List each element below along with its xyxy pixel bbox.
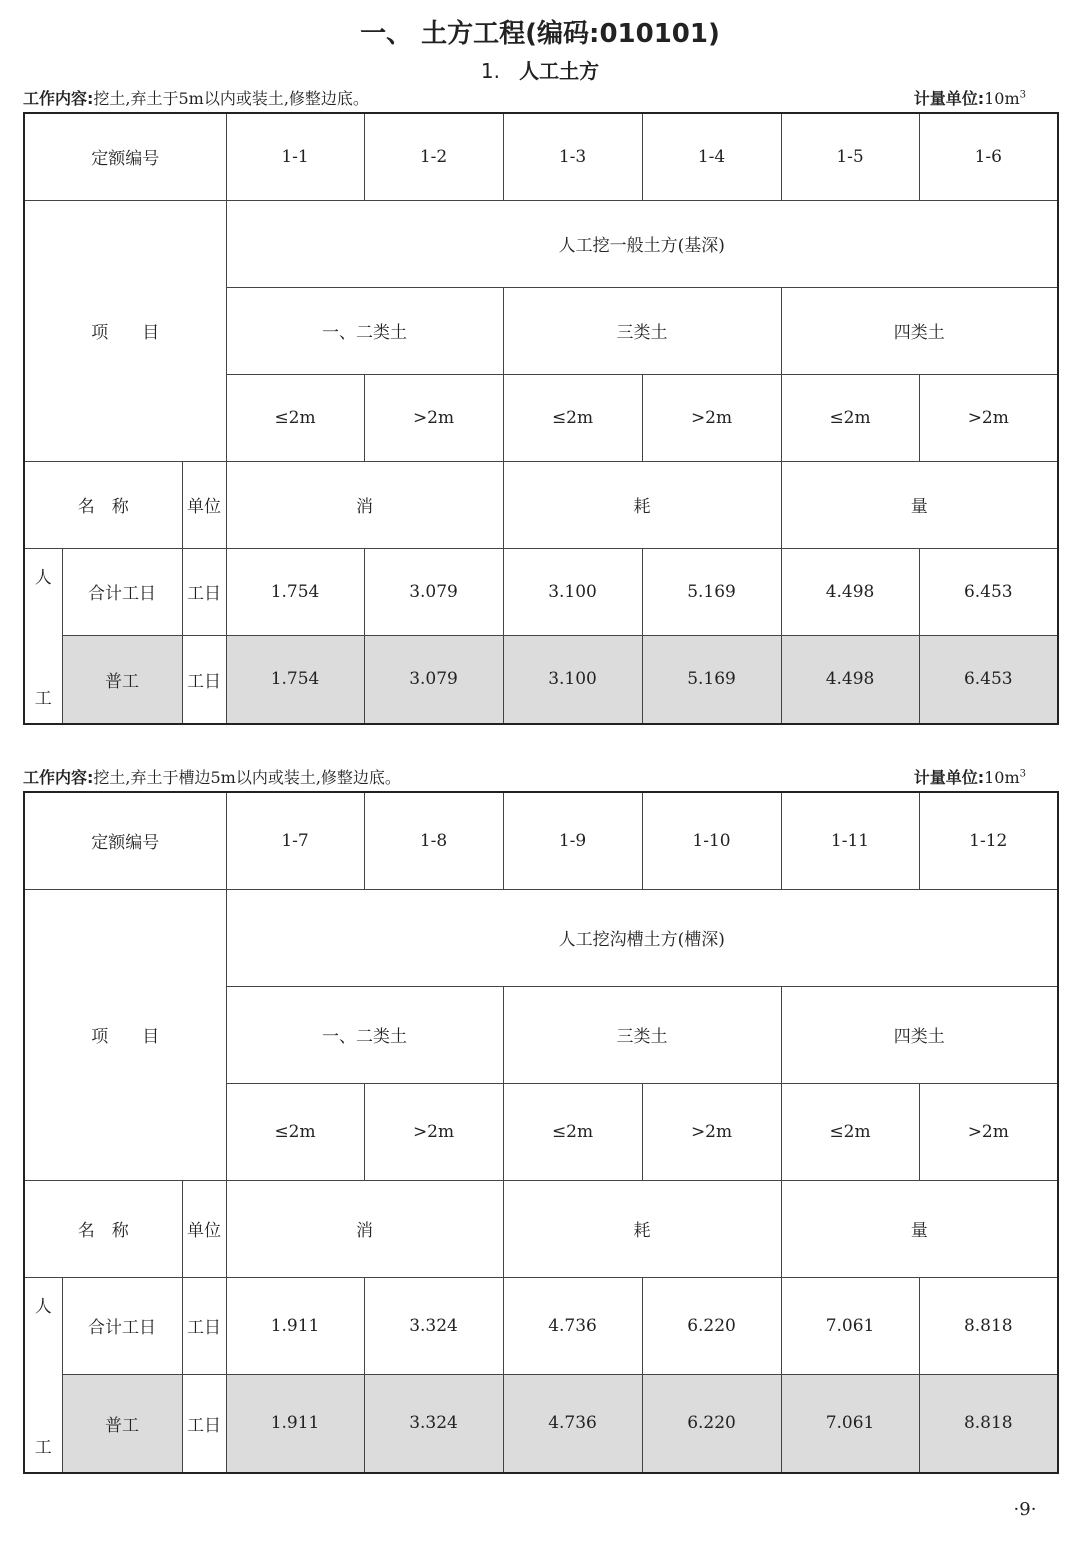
code-cell: 1-7 xyxy=(226,792,364,889)
name-header: 名 称 xyxy=(24,1180,182,1277)
depth-cell: >2m xyxy=(919,1083,1058,1180)
consumption-char: 量 xyxy=(781,461,1058,548)
code-cell: 1-10 xyxy=(642,792,781,889)
work-content-line-2 xyxy=(23,767,1026,789)
depth-cell: ≤2m xyxy=(503,1083,642,1180)
value-cell: 3.324 xyxy=(364,1277,503,1375)
value-cell: 6.220 xyxy=(642,1277,781,1375)
value-cell: 3.100 xyxy=(503,548,642,636)
item-header: 项 目 xyxy=(24,889,226,1180)
depth-cell: ≤2m xyxy=(503,374,642,461)
code-cell: 1-6 xyxy=(919,113,1058,200)
value-cell: 4.498 xyxy=(781,548,919,636)
depth-cell: >2m xyxy=(919,374,1058,461)
unit-header: 单位 xyxy=(182,461,226,548)
depth-cell: ≤2m xyxy=(226,1083,364,1180)
value-cell: 1.754 xyxy=(226,548,364,636)
code-header: 定额编号 xyxy=(24,792,226,889)
consumption-char: 量 xyxy=(781,1180,1058,1277)
code-cell: 1-3 xyxy=(503,113,642,200)
unit-header: 单位 xyxy=(182,1180,226,1277)
value-cell: 7.061 xyxy=(781,1375,919,1473)
value-cell: 4.736 xyxy=(503,1375,642,1473)
measure-unit xyxy=(914,88,1026,110)
row-unit: 工日 xyxy=(182,548,226,636)
work-content-label: 工作内容: xyxy=(23,89,94,108)
consumption-char: 消 xyxy=(226,461,503,548)
row-name: 普工 xyxy=(62,1375,182,1473)
depth-cell: >2m xyxy=(642,374,781,461)
depth-cell: >2m xyxy=(642,1083,781,1180)
page-number: ·9· xyxy=(1013,1499,1037,1520)
code-cell: 1-8 xyxy=(364,792,503,889)
measure-unit-label: 计量单位: xyxy=(913,768,985,787)
labor-group-label: 人 工 xyxy=(24,1277,62,1473)
subtitle-text: 人工土方 xyxy=(519,59,600,83)
consumption-char: 消 xyxy=(226,1180,503,1277)
page-title: 一、 土方工程(编码:010101) xyxy=(360,19,720,49)
depth-cell: >2m xyxy=(364,1083,503,1180)
code-cell: 1-2 xyxy=(364,113,503,200)
measure-unit-sup: 3 xyxy=(1019,89,1026,101)
work-content-text: 挖土,弃土于槽边5m以内或装土,修整边底。 xyxy=(93,768,401,787)
code-header: 定额编号 xyxy=(24,113,226,200)
consumption-char: 耗 xyxy=(503,461,781,548)
row-unit: 工日 xyxy=(182,1375,226,1473)
code-cell: 1-5 xyxy=(781,113,919,200)
soil-type: 四类土 xyxy=(781,986,1058,1083)
quota-table-2 xyxy=(23,791,1059,1474)
name-header: 名 称 xyxy=(24,461,182,548)
value-cell: 8.818 xyxy=(919,1375,1058,1473)
labor-group-label: 人 工 xyxy=(24,548,62,724)
value-cell: 1.754 xyxy=(226,636,364,724)
work-content-text: 挖土,弃土于5m以内或装土,修整边底。 xyxy=(93,89,369,108)
measure-unit-sup: 3 xyxy=(1019,768,1026,780)
value-cell: 4.736 xyxy=(503,1277,642,1375)
row-name: 合计工日 xyxy=(62,1277,182,1375)
item-title: 人工挖一般土方(基深) xyxy=(226,200,1058,287)
code-cell: 1-1 xyxy=(226,113,364,200)
item-title: 人工挖沟槽土方(槽深) xyxy=(226,889,1058,986)
soil-type: 三类土 xyxy=(503,287,781,374)
row-unit: 工日 xyxy=(182,636,226,724)
item-header: 项 目 xyxy=(24,200,226,461)
value-cell: 3.100 xyxy=(503,636,642,724)
value-cell: 1.911 xyxy=(226,1277,364,1375)
measure-unit-value: 10m xyxy=(984,768,1020,787)
consumption-char: 耗 xyxy=(503,1180,781,1277)
value-cell: 5.169 xyxy=(642,636,781,724)
value-cell: 8.818 xyxy=(919,1277,1058,1375)
depth-cell: ≤2m xyxy=(226,374,364,461)
value-cell: 3.079 xyxy=(364,548,503,636)
quota-table-1 xyxy=(23,112,1059,725)
value-cell: 3.079 xyxy=(364,636,503,724)
value-cell: 6.453 xyxy=(919,636,1058,724)
row-name: 普工 xyxy=(62,636,182,724)
code-cell: 1-9 xyxy=(503,792,642,889)
value-cell: 7.061 xyxy=(781,1277,919,1375)
work-content-line-1 xyxy=(23,88,1026,110)
code-cell: 1-11 xyxy=(781,792,919,889)
work-content-label: 工作内容: xyxy=(23,768,94,787)
depth-cell: >2m xyxy=(364,374,503,461)
depth-cell: ≤2m xyxy=(781,1083,919,1180)
code-cell: 1-12 xyxy=(919,792,1058,889)
value-cell: 6.220 xyxy=(642,1375,781,1473)
measure-unit-value: 10m xyxy=(984,89,1020,108)
value-cell: 1.911 xyxy=(226,1375,364,1473)
subtitle-number: 1. xyxy=(480,59,500,83)
value-cell: 3.324 xyxy=(364,1375,503,1473)
soil-type: 一、二类土 xyxy=(226,287,503,374)
measure-unit-label: 计量单位: xyxy=(913,89,985,108)
row-name: 合计工日 xyxy=(62,548,182,636)
row-unit: 工日 xyxy=(182,1277,226,1375)
soil-type: 一、二类土 xyxy=(226,986,503,1083)
value-cell: 6.453 xyxy=(919,548,1058,636)
depth-cell: ≤2m xyxy=(781,374,919,461)
value-cell: 4.498 xyxy=(781,636,919,724)
value-cell: 5.169 xyxy=(642,548,781,636)
soil-type: 三类土 xyxy=(503,986,781,1083)
section-subtitle xyxy=(0,56,1080,86)
soil-type: 四类土 xyxy=(781,287,1058,374)
code-cell: 1-4 xyxy=(642,113,781,200)
measure-unit xyxy=(914,767,1026,789)
